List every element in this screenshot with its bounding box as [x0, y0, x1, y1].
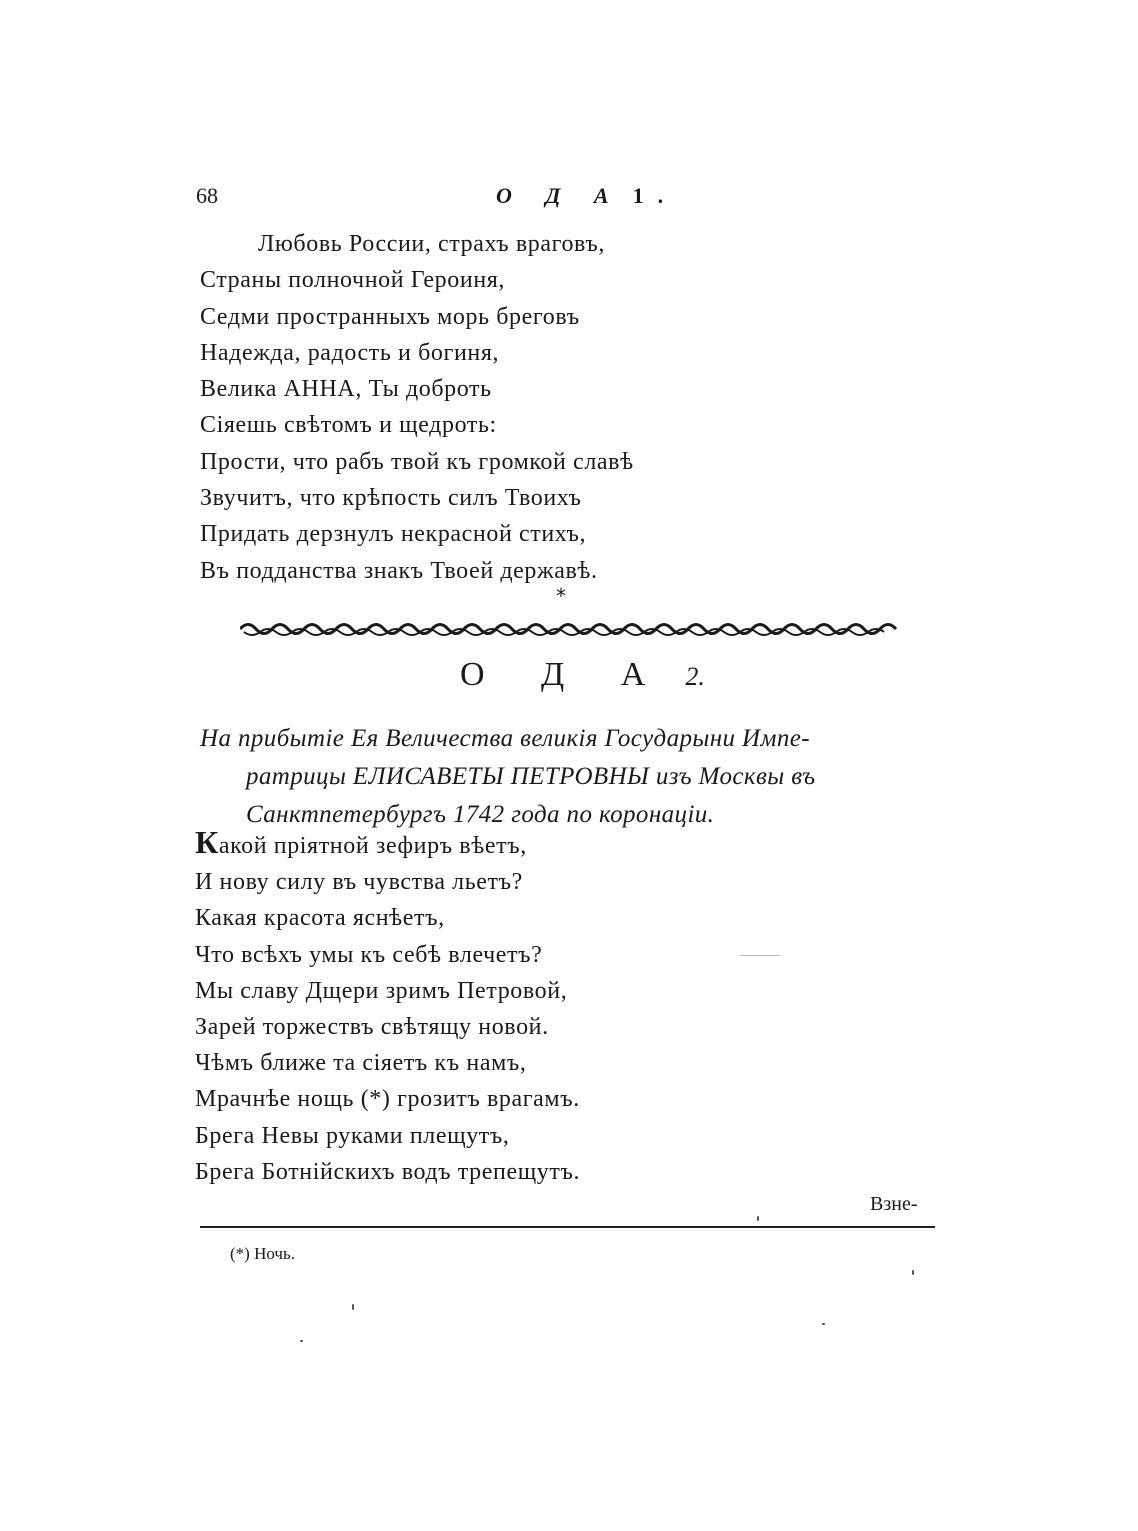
- verse-line: Придать дерзнулъ некрасной стихъ,: [200, 521, 587, 548]
- running-title-number: 1.: [632, 183, 678, 208]
- ode1-stanza: [200, 226, 634, 589]
- ode2-subtitle: [200, 720, 960, 834]
- print-speck: [912, 1270, 914, 1275]
- ode2-stanza: [195, 824, 580, 1190]
- verse-line: Чѣмъ ближе та сіяетъ къ намъ,: [195, 1050, 527, 1077]
- footnote: (*) Ночь.: [230, 1244, 295, 1263]
- section-asterisk: *: [556, 584, 566, 608]
- verse-line: Прости, что рабъ твой къ громкой славѣ: [200, 448, 634, 475]
- verse-line: Надежда, радость и богиня,: [200, 339, 500, 366]
- subtitle-line: На прибытіе Ея Величества великія Государыни Импе-: [200, 725, 810, 752]
- drop-cap: К: [195, 824, 219, 860]
- print-speck: [740, 955, 780, 956]
- ode2-heading-title: О Д А: [460, 656, 670, 693]
- verse-line: Страны полночной Героиня,: [200, 267, 506, 294]
- ornamental-divider: [240, 618, 900, 640]
- verse-line: Въ подданства знакъ Твоей державѣ.: [200, 557, 598, 584]
- footnote-rule: [200, 1226, 935, 1228]
- running-head: [196, 183, 756, 219]
- verse-line-text: акой пріятной зефиръ вѣетъ,: [218, 833, 527, 859]
- page-number: 68: [196, 183, 218, 208]
- verse-line: И нову силу въ чувства льетъ?: [195, 869, 523, 896]
- verse-line: Велика АННА, Ты доброть: [200, 376, 492, 403]
- ode2-heading-number: 2.: [685, 662, 705, 691]
- verse-line: Сіяешь свѣтомъ и щедроть:: [200, 412, 497, 439]
- ode2-heading: [460, 656, 705, 694]
- print-speck: [822, 1323, 825, 1325]
- verse-line: Мрачнѣе нощь (*) грозитъ врагамъ.: [195, 1086, 580, 1113]
- verse-line: Любовь России, страхъ враговъ,: [258, 231, 605, 257]
- print-speck: [300, 1340, 303, 1342]
- verse-line: Мы славу Дщери зримъ Петровой,: [195, 977, 568, 1004]
- catchword: Взне-: [870, 1193, 918, 1215]
- print-speck: [352, 1304, 354, 1310]
- running-title: [496, 183, 677, 209]
- verse-line: Звучитъ, что крѣпость силъ Твоихъ: [200, 485, 582, 512]
- verse-line: Брега Ботнійскихъ водъ трепещутъ.: [195, 1158, 581, 1185]
- running-title-text: О Д А: [496, 183, 623, 208]
- verse-line: Что всѣхъ умы къ себѣ влечетъ?: [195, 941, 543, 968]
- verse-line: Седми пространныхъ морь бреговъ: [200, 303, 580, 330]
- verse-line: Зарей торжествъ свѣтящу новой.: [195, 1014, 549, 1041]
- print-speck: [757, 1216, 759, 1221]
- verse-line: Какая красота яснѣетъ,: [195, 905, 445, 932]
- verse-line: Брега Невы руками плещутъ,: [195, 1122, 510, 1149]
- verse-line: [195, 824, 580, 864]
- subtitle-line: Санктпетербургъ 1742 года по коронаціи.: [246, 801, 715, 828]
- subtitle-line: ратрицы ЕЛИСАВЕТЫ ПЕТРОВНЫ изъ Москвы въ: [246, 763, 816, 790]
